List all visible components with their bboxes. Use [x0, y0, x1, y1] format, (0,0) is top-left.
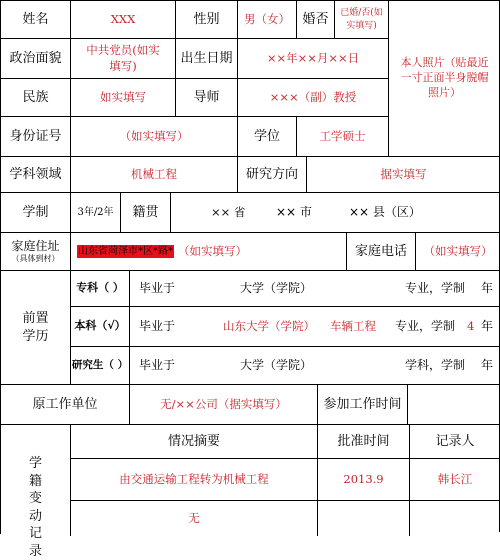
duration-value[interactable]: 3年/2年	[70, 192, 120, 232]
direction-value[interactable]: 据实填写	[306, 156, 500, 192]
edu-years-2: 4	[467, 318, 475, 333]
politics-label: 政治面貌	[0, 38, 70, 78]
duration-label: 学制	[0, 192, 70, 232]
edu-row-1[interactable]	[129, 270, 500, 306]
phone-label: 家庭电话	[346, 232, 415, 270]
marital-value[interactable]: 已婚/否(如实填写)	[334, 0, 388, 38]
edu-row-2[interactable]	[129, 306, 500, 346]
work-value[interactable]: 无/××公司（据实填写）	[129, 384, 317, 424]
ethnic-value[interactable]: 如实填写	[70, 78, 175, 116]
address-label-sub: （具体到村）	[11, 254, 60, 264]
status-row-1-time[interactable]: 2013.9	[317, 458, 409, 500]
status-head-time: 批准时间	[317, 424, 409, 458]
address-fill-note: （如实填写）	[178, 243, 247, 258]
status-label: 学籍变动记录	[0, 424, 70, 534]
address-label	[0, 232, 70, 270]
gender-label: 性别	[175, 0, 237, 38]
address-value[interactable]	[70, 232, 346, 270]
id-label: 身份证号	[0, 116, 70, 156]
politics-value[interactable]: 中共党员(如实填写)	[70, 38, 175, 78]
edu-grad-3: 毕业于	[139, 358, 176, 373]
origin-value[interactable]	[170, 192, 500, 232]
edu-year-unit-2: 年	[481, 319, 494, 334]
origin-label: 籍贯	[120, 192, 170, 232]
edu-school-2: 山东大学（学院）	[223, 318, 315, 333]
origin-county: ×× 县（区）	[349, 205, 421, 220]
status-head-recorder: 记录人	[409, 424, 500, 458]
advisor-label: 导师	[175, 78, 237, 116]
photo-box: 本人照片（贴最近一寸正面半身脱帽照片）	[388, 0, 500, 156]
status-row-1-recorder[interactable]: 韩长江	[409, 458, 500, 500]
field-value[interactable]: 机械工程	[70, 156, 237, 192]
edu-major-label-2: 专业，学制	[395, 319, 456, 334]
edu-level-1: 专科（ ）	[70, 270, 129, 306]
edu-year-unit-1: 年	[481, 281, 494, 296]
status-row-2-time[interactable]	[317, 500, 409, 536]
join-label: 参加工作时间	[317, 384, 407, 424]
edu-univ-1: 大学（学院）	[240, 281, 313, 296]
work-label: 原工作单位	[0, 384, 129, 424]
edu-level-2: 本科（√）	[70, 306, 129, 346]
ethnic-label: 民族	[0, 78, 70, 116]
edu-univ-3: 大学（学院）	[240, 358, 313, 373]
address-label-main: 家庭住址	[11, 239, 60, 253]
name-label: 姓名	[0, 0, 70, 38]
edu-major-2: 车辆工程	[330, 318, 376, 333]
field-label: 学科领域	[0, 156, 70, 192]
edu-grad-2: 毕业于	[139, 319, 176, 334]
id-value[interactable]: （如实填写）	[70, 116, 237, 156]
birth-label: 出生日期	[175, 38, 237, 78]
edu-grad-1: 毕业于	[139, 281, 176, 296]
status-row-1-summary[interactable]: 由交通运输工程转为机械工程	[70, 458, 317, 500]
edu-row-3[interactable]	[129, 346, 500, 384]
degree-label: 学位	[237, 116, 296, 156]
marital-label: 婚否	[296, 0, 334, 38]
status-row-2-summary[interactable]: 无	[70, 500, 317, 536]
status-head-summary: 情况摘要	[70, 424, 317, 458]
edu-level-3: 研究生（ ）	[70, 346, 129, 384]
gender-value[interactable]: 男（女）	[237, 0, 296, 38]
edu-year-unit-3: 年	[481, 358, 494, 373]
name-value[interactable]: XXX	[70, 0, 175, 38]
status-row-2-recorder[interactable]	[409, 500, 500, 536]
birth-value[interactable]: ××年××月××日	[237, 38, 388, 78]
join-value[interactable]	[407, 384, 500, 424]
direction-label: 研究方向	[237, 156, 306, 192]
address-highlight: 山东省菏泽市*区*路*	[78, 245, 173, 257]
phone-value[interactable]: （如实填写）	[415, 232, 500, 270]
edu-major-label-3: 学科，学制	[405, 358, 466, 373]
origin-province-mark: ×× 省	[211, 204, 246, 219]
edu-label: 前置学历	[0, 270, 70, 384]
degree-value[interactable]: 工学硕士	[296, 116, 388, 156]
origin-city: ×× 市	[276, 205, 312, 220]
edu-major-label-1: 专业，学制	[405, 281, 466, 296]
advisor-value[interactable]: ×××（副）教授	[237, 78, 388, 116]
